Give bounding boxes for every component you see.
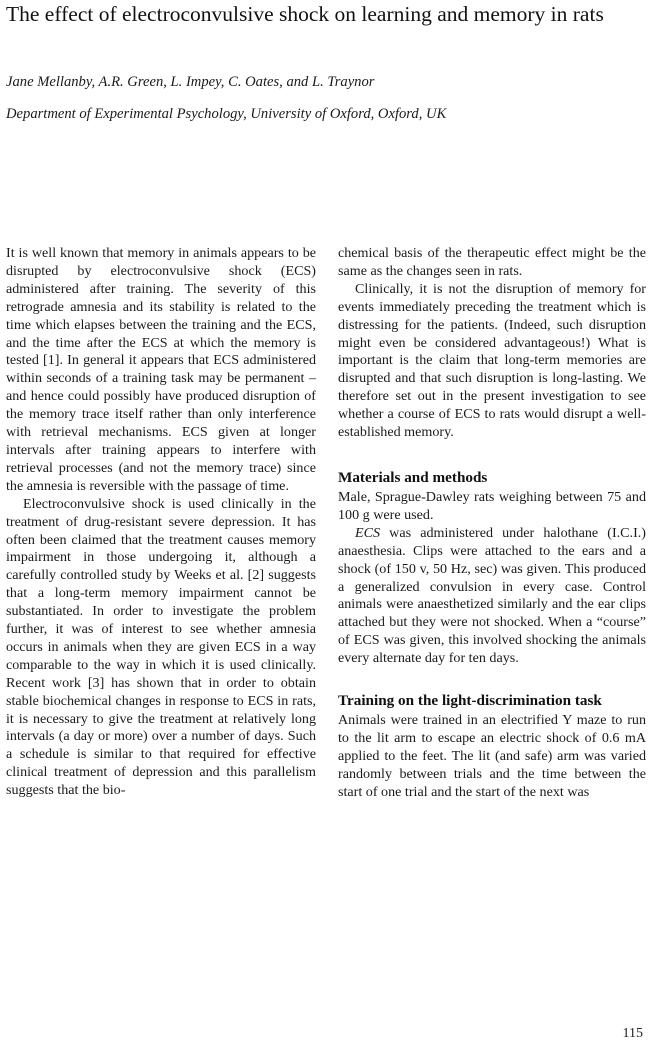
- methods-paragraph-rats: Male, Sprague-Dawley rats weighing between 75 and 100 g were used.: [338, 488, 646, 523]
- intro-paragraph-3: Clinically, it is not the disruption of memory for events immediately preceding the treatment which is distressing for the patients. (Indeed, such disruption might even be considered advantageous!) What is important is the claim that long-term memories are disrupted and that such disruption is long-lasting. We therefore set out in the present investigation to see whether a course of ECS to rats would disrupt a well-established memory.: [338, 280, 646, 441]
- page-number: 115: [622, 1026, 643, 1041]
- author-list: Jane Mellanby, A.R. Green, L. Impey, C. Oates, and L. Traynor: [6, 74, 375, 90]
- left-text-column: [6, 245, 316, 800]
- methods-paragraph-ecs: [338, 525, 646, 668]
- right-text-column: [338, 245, 646, 802]
- training-paragraph: Animals were trained in an electrified Y maze to run to the lit arm to escape an electric shock of 0.6 mA applied to the feet. The lit (and safe) arm was varied randomly between trials and the time between the start of one trial and the start of the next was: [338, 712, 646, 800]
- author-affiliation: Department of Experimental Psychology, University of Oxford, Oxford, UK: [6, 106, 447, 122]
- intro-paragraph-1: It is well known that memory in animals appears to be disrupted by electroconvulsive shock (ECS) administered after training. The severity of this retrograde amnesia and its stability is related to the time which elapses between the training and the ECS, and the time after the ECS at which the memory is tested [1]. In general it appears that ECS administered within seconds of a training task may be permanent – and hence could possibly have produced disruption of the memory trace itself rather than only interference with retrieval mechanisms. ECS given at longer intervals after training appears to interfere with retrieval processes (and not the memory trace) since the amnesia is reversible with the passage of time.: [6, 245, 316, 494]
- ecs-description: was administered under halothane (I.C.I.) anaesthesia. Clips were attached to the ears and a shock (of 150 v, 50 Hz, sec) was given. This produced a generalized convulsion in every case. Control animals were anaesthetized similarly and the ear clips attached but they were not shocked. When a “course” of ECS was given, this involved shocking the animals every alternate day for ten days.: [338, 524, 646, 667]
- section-heading-light-discrimination: Training on the light-discrimination task: [338, 692, 602, 710]
- ecs-term: ECS: [355, 524, 381, 541]
- article-title: The effect of electroconvulsive shock on learning and memory in rats: [6, 2, 604, 26]
- section-heading-materials-methods: Materials and methods: [338, 468, 488, 486]
- intro-paragraph-2: Electroconvulsive shock is used clinically in the treatment of drug-resistant severe depression. It has often been claimed that the treatment causes memory impairment in those undergoing it, although a carefully controlled study by Weeks et al. [2] suggests that a long-term memory impairment cannot be substantiated. In order to investigate the problem further, it was of interest to see whether amnesia occurs in animals when they are given ECS in a way comparable to the way in which it is used clinically. Recent work [3] has shown that in order to obtain stable biochemical changes in response to ECS in rats, it is necessary to give the treatment at relatively long intervals (a day or more) over a number of days. Such a schedule is similar to that required for effective clinical treatment of depression and this parallelism suggests that the bio-: [6, 495, 316, 799]
- intro-paragraph-2-continued: chemical basis of the therapeutic effect might be the same as the changes seen in rats.: [338, 245, 646, 279]
